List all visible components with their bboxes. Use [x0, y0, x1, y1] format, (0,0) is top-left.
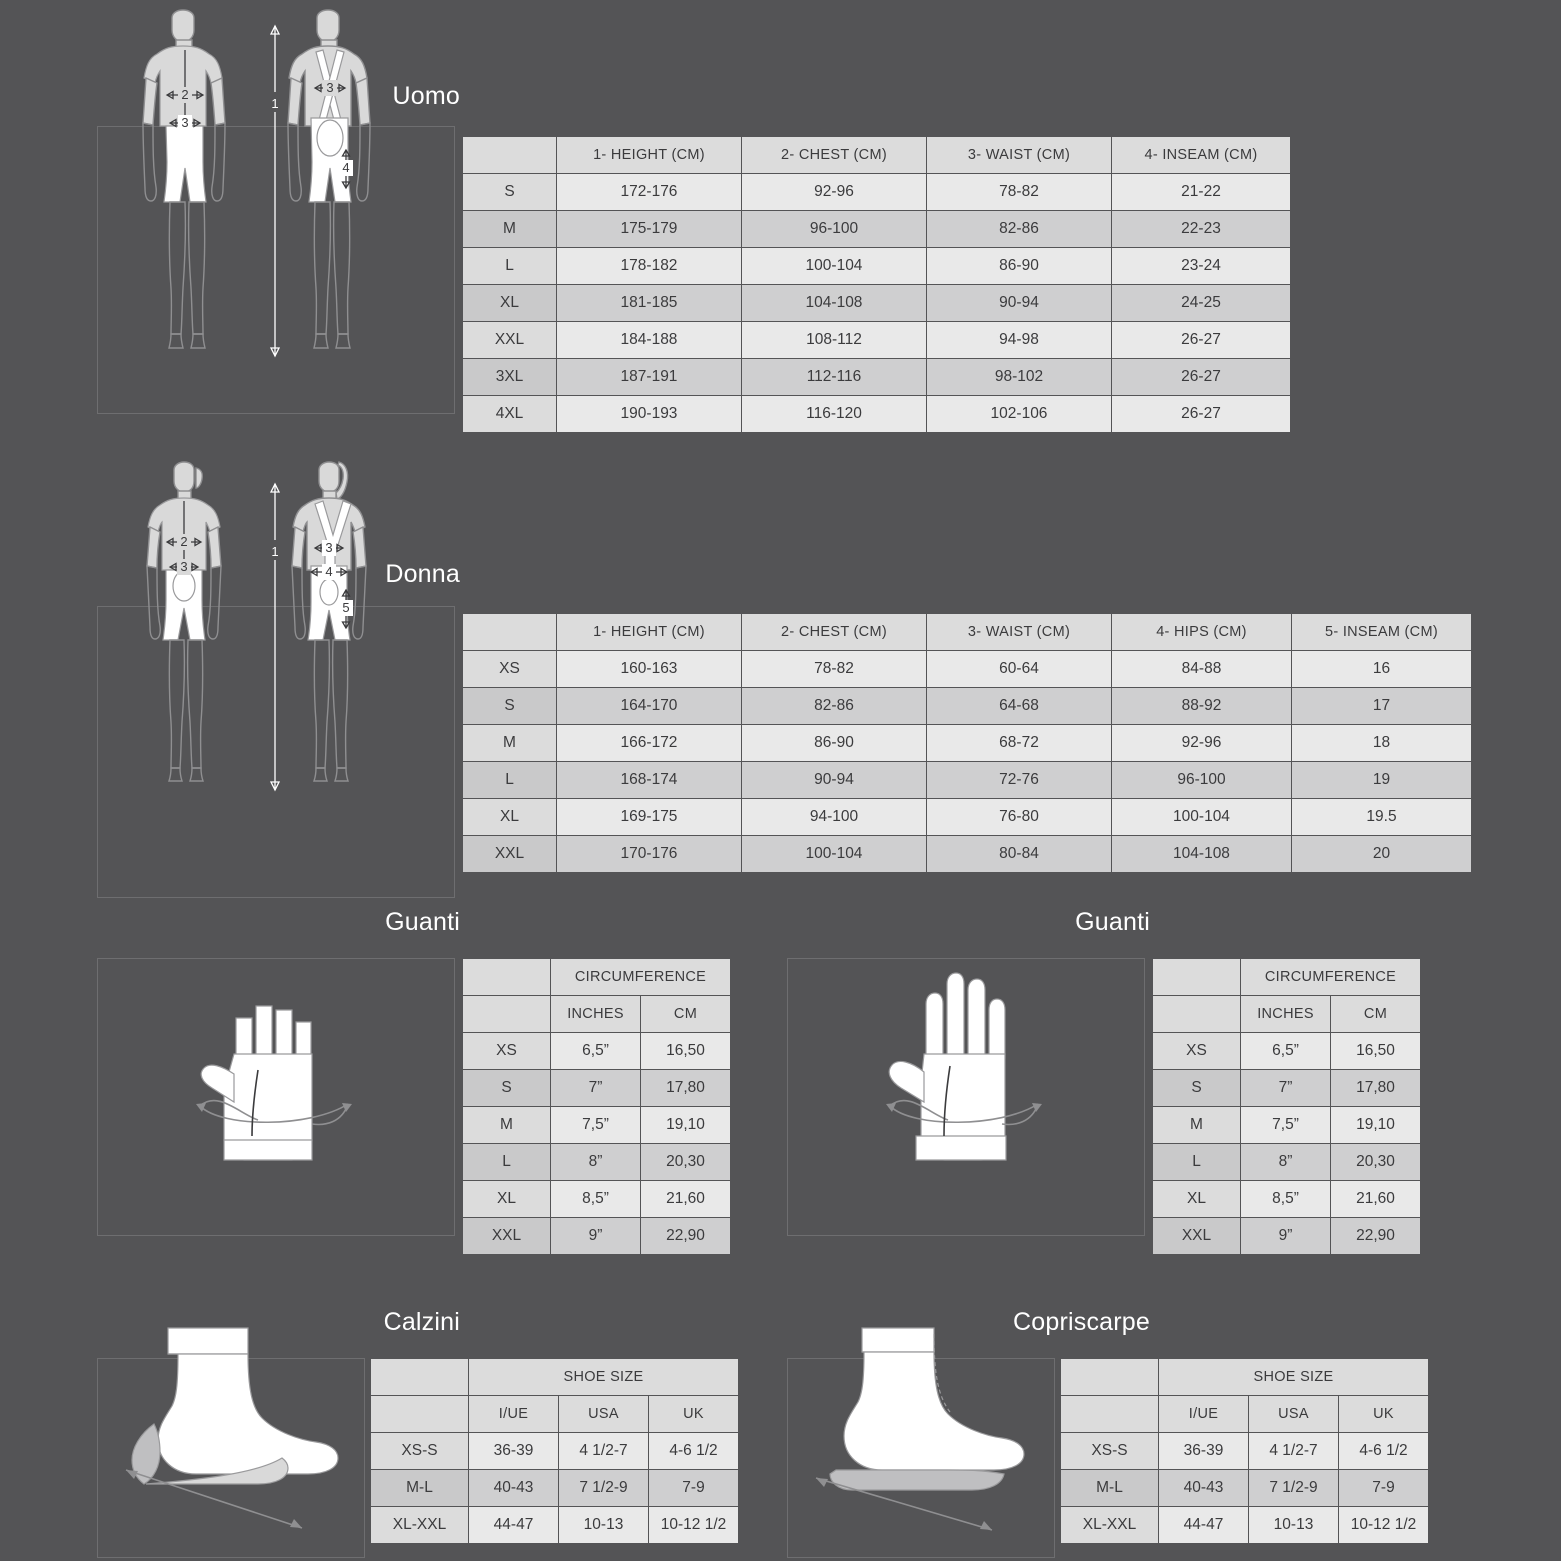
col-header-uk: UK	[1339, 1396, 1429, 1433]
cell-height: 169-175	[557, 799, 742, 836]
cell-size: XL-XXL	[1061, 1507, 1159, 1544]
cell-size: L	[463, 248, 557, 285]
label-hips: 4	[325, 564, 333, 579]
cell-waist: 78-82	[927, 174, 1112, 211]
cell-usa: 4 1/2-7	[559, 1433, 649, 1470]
cell-iue: 40-43	[1159, 1470, 1249, 1507]
short-finger-glove	[196, 1006, 352, 1160]
cell-height: 184-188	[557, 322, 742, 359]
cell-size: XL	[463, 799, 557, 836]
cell-cm: 20,30	[1331, 1144, 1421, 1181]
label-waist: 3	[181, 115, 189, 130]
female-height-arrow	[264, 484, 286, 790]
cell-uk: 4-6 1/2	[1339, 1433, 1429, 1470]
cell-size: L	[1153, 1144, 1241, 1181]
calzini-title: Calzini	[383, 1308, 460, 1336]
cell-chest: 116-120	[742, 396, 927, 433]
cell-height: 164-170	[557, 688, 742, 725]
cell-height: 178-182	[557, 248, 742, 285]
cell-size: XXL	[463, 836, 557, 873]
cycling-sock	[126, 1328, 338, 1528]
cell-iue: 44-47	[1159, 1507, 1249, 1544]
cell-height: 160-163	[557, 651, 742, 688]
full-finger-glove	[886, 973, 1042, 1160]
cell-chest: 112-116	[742, 359, 927, 396]
cell-waist: 64-68	[927, 688, 1112, 725]
col-header-inches: INCHES	[1241, 996, 1331, 1033]
copriscarpe-table-wrap	[1060, 1358, 1429, 1544]
col-header-blank	[371, 1359, 469, 1396]
table-subheader-row	[1153, 996, 1421, 1033]
label-chest: 2	[180, 534, 188, 549]
cell-usa: 10-13	[559, 1507, 649, 1544]
table-row	[1061, 1507, 1429, 1544]
cell-waist: 90-94	[927, 285, 1112, 322]
cell-hips: 100-104	[1112, 799, 1292, 836]
cell-uk: 10-12 1/2	[649, 1507, 739, 1544]
table-row	[463, 799, 1472, 836]
cell-chest: 92-96	[742, 174, 927, 211]
cell-inches: 8,5”	[551, 1181, 641, 1218]
cell-iue: 40-43	[469, 1470, 559, 1507]
cell-inseam: 21-22	[1112, 174, 1291, 211]
label-chest: 2	[181, 87, 189, 102]
uomo-title: Uomo	[392, 82, 460, 110]
table-subheader-row	[371, 1396, 739, 1433]
cell-inseam: 18	[1292, 725, 1472, 762]
cell-height: 168-174	[557, 762, 742, 799]
sock-illustration	[110, 1314, 370, 1554]
col-header-waist: 3- WAIST (CM)	[927, 137, 1112, 174]
cell-cm: 21,60	[641, 1181, 731, 1218]
col-header-blank	[1061, 1359, 1159, 1396]
cell-waist: 82-86	[927, 211, 1112, 248]
col-header-chest: 2- CHEST (CM)	[742, 137, 927, 174]
cell-inseam: 26-27	[1112, 322, 1291, 359]
table-row	[463, 688, 1472, 725]
cell-size: XL	[1153, 1181, 1241, 1218]
cell-size: S	[463, 174, 557, 211]
calzini-size-table	[370, 1358, 739, 1544]
group-header-circumference: CIRCUMFERENCE	[1241, 959, 1421, 996]
cell-size: XS	[1153, 1033, 1241, 1070]
cell-size: L	[463, 762, 557, 799]
label-height: 1	[271, 544, 279, 559]
cell-inseam: 26-27	[1112, 396, 1291, 433]
cell-cm: 19,10	[641, 1107, 731, 1144]
cell-cm: 19,10	[1331, 1107, 1421, 1144]
cell-chest: 100-104	[742, 836, 927, 873]
cell-usa: 10-13	[1249, 1507, 1339, 1544]
table-header-row	[1061, 1359, 1429, 1396]
cell-cm: 17,80	[641, 1070, 731, 1107]
guanti-short-title: Guanti	[385, 908, 460, 936]
shoe-cover	[816, 1328, 1024, 1530]
table-subheader-row	[463, 996, 731, 1033]
cell-height: 181-185	[557, 285, 742, 322]
donna-size-table	[462, 613, 1472, 873]
table-row	[371, 1470, 739, 1507]
label-inseam: 4	[342, 160, 350, 175]
cell-hips: 84-88	[1112, 651, 1292, 688]
col-header-size	[371, 1396, 469, 1433]
table-row	[463, 1070, 731, 1107]
table-row	[463, 1181, 731, 1218]
cell-waist: 72-76	[927, 762, 1112, 799]
cell-waist: 68-72	[927, 725, 1112, 762]
table-row	[1153, 1070, 1421, 1107]
label-waist-back: 3	[325, 540, 333, 555]
cell-height: 170-176	[557, 836, 742, 873]
cell-chest: 94-100	[742, 799, 927, 836]
cell-hips: 104-108	[1112, 836, 1292, 873]
table-row	[1153, 1033, 1421, 1070]
table-row	[1153, 1107, 1421, 1144]
cell-waist: 80-84	[927, 836, 1112, 873]
table-header-row	[463, 959, 731, 996]
cell-chest: 86-90	[742, 725, 927, 762]
table-header-row	[463, 137, 1291, 174]
cell-inches: 6,5”	[1241, 1033, 1331, 1070]
uomo-table-wrap	[462, 136, 1291, 433]
table-row	[463, 285, 1291, 322]
cell-cm: 22,90	[641, 1218, 731, 1255]
cell-uk: 7-9	[649, 1470, 739, 1507]
cell-inseam: 20	[1292, 836, 1472, 873]
donna-table-wrap	[462, 613, 1472, 873]
col-header-usa: USA	[559, 1396, 649, 1433]
table-row	[463, 762, 1472, 799]
table-row	[463, 651, 1472, 688]
cell-inseam: 26-27	[1112, 359, 1291, 396]
cell-usa: 7 1/2-9	[1249, 1470, 1339, 1507]
cell-waist: 98-102	[927, 359, 1112, 396]
cell-usa: 4 1/2-7	[1249, 1433, 1339, 1470]
cell-size: M-L	[371, 1470, 469, 1507]
table-header-row	[1153, 959, 1421, 996]
glove-long-illustration	[870, 970, 1070, 1225]
cell-inseam: 17	[1292, 688, 1472, 725]
cell-inches: 8,5”	[1241, 1181, 1331, 1218]
copriscarpe-title: Copriscarpe	[1013, 1308, 1150, 1336]
male-height-arrow	[264, 26, 286, 356]
col-header-size	[463, 614, 557, 651]
cell-inches: 6,5”	[551, 1033, 641, 1070]
col-header-height: 1- HEIGHT (CM)	[557, 137, 742, 174]
label-inseam: 5	[342, 600, 350, 615]
table-row	[463, 359, 1291, 396]
cell-waist: 94-98	[927, 322, 1112, 359]
donna-illustration	[110, 460, 450, 880]
cell-inches: 7,5”	[1241, 1107, 1331, 1144]
group-header-shoe-size: SHOE SIZE	[1159, 1359, 1429, 1396]
cell-size: XXL	[463, 322, 557, 359]
cell-inches: 7”	[1241, 1070, 1331, 1107]
label-height: 1	[271, 96, 279, 111]
cell-cm: 21,60	[1331, 1181, 1421, 1218]
cell-height: 175-179	[557, 211, 742, 248]
cell-chest: 82-86	[742, 688, 927, 725]
label-waist-back: 3	[326, 80, 334, 95]
table-row	[463, 1107, 731, 1144]
table-row	[1153, 1218, 1421, 1255]
col-header-size	[1153, 996, 1241, 1033]
cell-size: XL	[463, 285, 557, 322]
male-front-figure	[143, 10, 225, 348]
table-header-row	[371, 1359, 739, 1396]
donna-title: Donna	[385, 560, 460, 588]
glove-short-illustration	[180, 970, 380, 1225]
cell-waist: 60-64	[927, 651, 1112, 688]
cell-size: XS	[463, 651, 557, 688]
cell-usa: 7 1/2-9	[559, 1470, 649, 1507]
cell-chest: 100-104	[742, 248, 927, 285]
uomo-illustration	[110, 10, 450, 420]
guanti-long-size-table	[1152, 958, 1421, 1255]
col-header-inseam: 5- INSEAM (CM)	[1292, 614, 1472, 651]
cell-size: M-L	[1061, 1470, 1159, 1507]
cell-height: 166-172	[557, 725, 742, 762]
cell-size: M	[463, 211, 557, 248]
cell-inseam: 19.5	[1292, 799, 1472, 836]
cell-size: M	[463, 725, 557, 762]
table-row	[371, 1433, 739, 1470]
cell-size: M	[1153, 1107, 1241, 1144]
cell-inseam: 19	[1292, 762, 1472, 799]
cell-hips: 92-96	[1112, 725, 1292, 762]
col-header-inches: INCHES	[551, 996, 641, 1033]
cell-size: XS	[463, 1033, 551, 1070]
cell-uk: 7-9	[1339, 1470, 1429, 1507]
cell-cm: 16,50	[1331, 1033, 1421, 1070]
table-row	[463, 836, 1472, 873]
cell-cm: 20,30	[641, 1144, 731, 1181]
col-header-chest: 2- CHEST (CM)	[742, 614, 927, 651]
cell-size: XXL	[463, 1218, 551, 1255]
cell-hips: 88-92	[1112, 688, 1292, 725]
table-row	[463, 396, 1291, 433]
cell-uk: 4-6 1/2	[649, 1433, 739, 1470]
cell-inches: 8”	[551, 1144, 641, 1181]
shoecover-illustration	[800, 1314, 1060, 1554]
guanti-long-title: Guanti	[1075, 908, 1150, 936]
table-row	[463, 1033, 731, 1070]
cell-size: XXL	[1153, 1218, 1241, 1255]
col-header-size	[1061, 1396, 1159, 1433]
cell-waist: 102-106	[927, 396, 1112, 433]
col-header-hips: 4- HIPS (CM)	[1112, 614, 1292, 651]
col-header-size	[463, 137, 557, 174]
guanti-short-size-table	[462, 958, 731, 1255]
cell-inseam: 16	[1292, 651, 1472, 688]
col-header-size	[463, 996, 551, 1033]
table-row	[1061, 1433, 1429, 1470]
calzini-table-wrap	[370, 1358, 739, 1544]
uomo-size-table	[462, 136, 1291, 433]
table-row	[463, 211, 1291, 248]
col-header-blank	[463, 959, 551, 996]
col-header-usa: USA	[1249, 1396, 1339, 1433]
female-front-figure	[147, 462, 221, 781]
cell-height: 187-191	[557, 359, 742, 396]
cell-height: 190-193	[557, 396, 742, 433]
table-row	[1153, 1181, 1421, 1218]
cell-hips: 96-100	[1112, 762, 1292, 799]
label-waist: 3	[180, 559, 188, 574]
cell-inseam: 23-24	[1112, 248, 1291, 285]
col-header-waist: 3- WAIST (CM)	[927, 614, 1112, 651]
cell-chest: 108-112	[742, 322, 927, 359]
table-row	[1153, 1144, 1421, 1181]
cell-inseam: 22-23	[1112, 211, 1291, 248]
cell-inches: 9”	[1241, 1218, 1331, 1255]
table-row	[463, 174, 1291, 211]
table-row	[463, 248, 1291, 285]
cell-chest: 104-108	[742, 285, 927, 322]
cell-size: 3XL	[463, 359, 557, 396]
group-header-circumference: CIRCUMFERENCE	[551, 959, 731, 996]
cell-chest: 96-100	[742, 211, 927, 248]
cell-waist: 76-80	[927, 799, 1112, 836]
cell-chest: 78-82	[742, 651, 927, 688]
table-header-row	[463, 614, 1472, 651]
guanti-long-table-wrap	[1152, 958, 1421, 1255]
cell-inches: 7,5”	[551, 1107, 641, 1144]
col-header-iue: I/UE	[1159, 1396, 1249, 1433]
cell-iue: 44-47	[469, 1507, 559, 1544]
copriscarpe-size-table	[1060, 1358, 1429, 1544]
cell-size: L	[463, 1144, 551, 1181]
col-header-iue: I/UE	[469, 1396, 559, 1433]
table-row	[1061, 1470, 1429, 1507]
table-row	[463, 1144, 731, 1181]
cell-size: M	[463, 1107, 551, 1144]
cell-height: 172-176	[557, 174, 742, 211]
table-row	[463, 322, 1291, 359]
cell-iue: 36-39	[1159, 1433, 1249, 1470]
cell-inches: 9”	[551, 1218, 641, 1255]
cell-inseam: 24-25	[1112, 285, 1291, 322]
group-header-shoe-size: SHOE SIZE	[469, 1359, 739, 1396]
col-header-cm: CM	[1331, 996, 1421, 1033]
cell-size: XL	[463, 1181, 551, 1218]
col-header-cm: CM	[641, 996, 731, 1033]
cell-uk: 10-12 1/2	[1339, 1507, 1429, 1544]
table-subheader-row	[1061, 1396, 1429, 1433]
col-header-inseam: 4- INSEAM (CM)	[1112, 137, 1291, 174]
cell-size: S	[463, 1070, 551, 1107]
cell-size: XL-XXL	[371, 1507, 469, 1544]
female-back-figure	[292, 462, 366, 781]
cell-inches: 8”	[1241, 1144, 1331, 1181]
table-row	[463, 1218, 731, 1255]
table-row	[463, 725, 1472, 762]
guanti-short-table-wrap	[462, 958, 731, 1255]
cell-chest: 90-94	[742, 762, 927, 799]
cell-size: S	[1153, 1070, 1241, 1107]
col-header-blank	[1153, 959, 1241, 996]
cell-cm: 17,80	[1331, 1070, 1421, 1107]
cell-size: XS-S	[1061, 1433, 1159, 1470]
col-header-uk: UK	[649, 1396, 739, 1433]
col-header-height: 1- HEIGHT (CM)	[557, 614, 742, 651]
cell-iue: 36-39	[469, 1433, 559, 1470]
cell-size: S	[463, 688, 557, 725]
male-back-figure	[288, 10, 370, 348]
cell-cm: 16,50	[641, 1033, 731, 1070]
cell-cm: 22,90	[1331, 1218, 1421, 1255]
cell-size: 4XL	[463, 396, 557, 433]
cell-inches: 7”	[551, 1070, 641, 1107]
table-row	[371, 1507, 739, 1544]
cell-size: XS-S	[371, 1433, 469, 1470]
cell-waist: 86-90	[927, 248, 1112, 285]
